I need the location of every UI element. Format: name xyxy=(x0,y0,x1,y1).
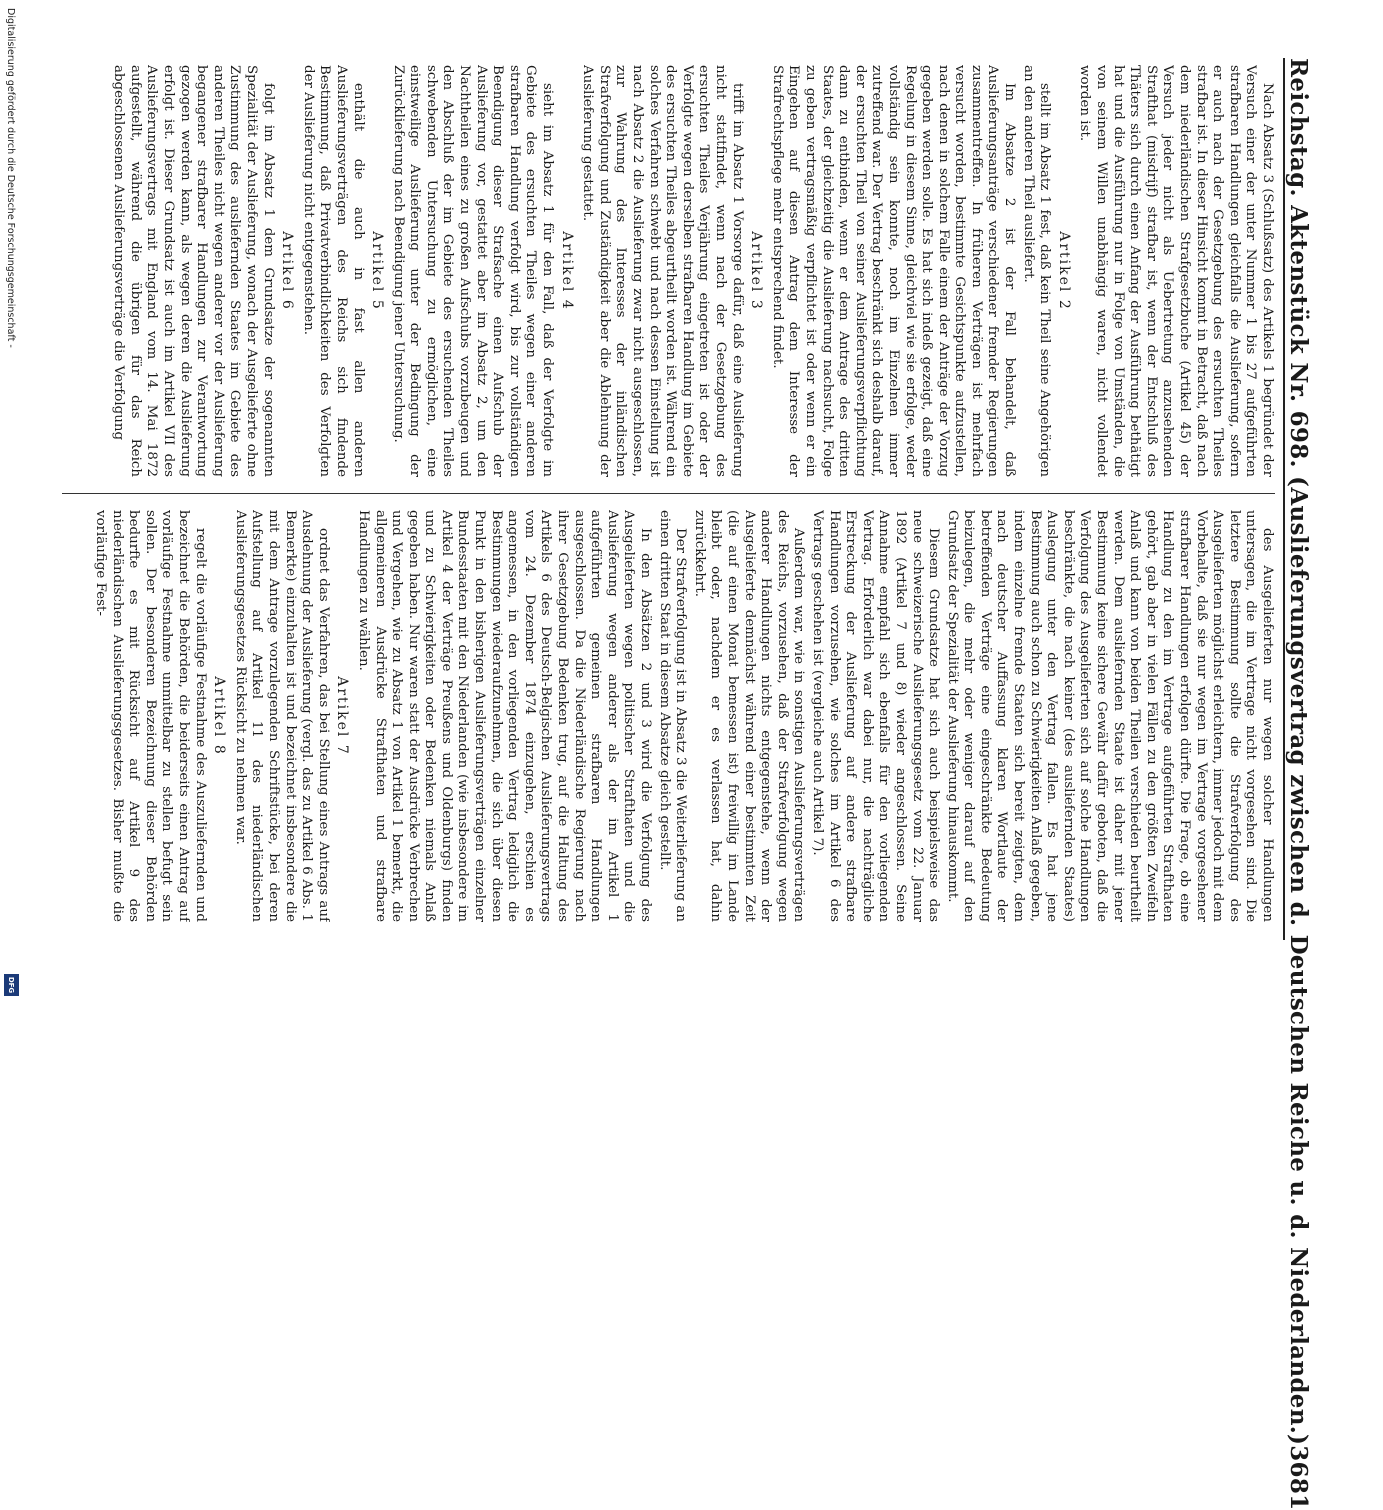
article-heading: Artikel 7 xyxy=(334,676,351,756)
paragraph: Der Strafverfolgung ist in Absatz 3 die Weiterlieferung an einen dritten Staat in diesem Absatze gleich gestellt. xyxy=(656,510,689,922)
paragraph: Nach Absatz 3 (Schlußsatz) des Artikels 1 begründet der Versuch einer der unter Nummer 1 bis 27 aufgeführten strafbaren Handlungen gleichfalls die Auslieferung, sofern er auch nach der Gesetzgebung des ersuchten Theiles strafbar ist. In dieser Hinsicht kommt in Betracht, daß nach dem niederländischen Strafgesetzbuche (Artikel 45) der Versuch jeder nicht als Uebertretung anzusehenden Strafthat (misdrijf) strafbar ist, wenn der Entschluß des Thäters sich durch einen Anfang der Ausführung bethätigt hat und die Ausführung nur in Folge von Umständen, die von seinem Willen unabhängig waren, nicht vollendet worden ist. xyxy=(1077,65,1275,477)
article-heading: Artikel 5 xyxy=(369,231,386,311)
article-heading: Artikel 8 xyxy=(211,676,228,756)
left-column xyxy=(60,65,1275,477)
paragraph: regelt die vorläufige Festnahme des Auszuliefernden und bezeichnet die Behörden, die beiderseits einen Antrag auf vorläufige Festnahme unmittelbar zu stellen befugt sein sollen. Der besonderen Bezeichnung dieser Behörden bedurfte es mit Rücksicht auf Artikel 9 des niederländischen Auslieferungsgesetzes. Bisher mußte die vorläufige Fest- xyxy=(93,510,208,922)
article-heading: Artikel 3 xyxy=(748,231,765,311)
article-heading: Artikel 6 xyxy=(279,231,296,311)
page-header xyxy=(1283,58,1317,1510)
paragraph: Im Absatze 2 ist der Fall behandelt, daß Auslieferungsanträge verschiedener fremder Regierungen zusammentreffen. In früheren Verträgen ist mehrfach versucht worden, bestimmte Gesichtspunkte aufzustellen, nach denen in solchem Falle einem der Anträge der Vorzug gegeben werden solle. Es hat sich indeß gezeigt, daß eine Regelung in diesem Sinne, gleichviel wie sie erfolge, weder vollständig sein konnte, noch im Einzelnen immer zutreffend war. Der Vertrag beschränkt sich deshalb darauf, der ersuchten Theil von seiner Auslieferungsverpflichtung dann zu entbinden, wenn er dem Antrage des dritten Staates, der gleichzeitig die Auslieferung nachsucht, Folge zu geben vertragsmäßig verpflichtet ist oder wenn er ein Eingehen auf diesen Antrag dem Interesse der Strafrechtspflege mehr entsprechend findet. xyxy=(769,65,1018,477)
paragraph: folgt im Absatz 1 dem Grundsatze der sogenannten Spezialität der Auslieferung, wonach der Ausgelieferte ohne Zustimmung des ausliefernden Staates im Gebiete des anderen Theiles nicht wegen anderer vor der Auslieferung begangener strafbarer Handlungen zur Verantwortung gezogen werden kann, als wegen deren die Auslieferung erfolgt ist. Dieser Grundsatz ist auch im Artikel VII des Auslieferungsvertrags mit England vom 14. Mai 1872 aufgestellt, während die übrigen für das Reich abgeschlossenen Auslieferungsverträge die Verfolgung xyxy=(111,65,276,477)
right-column xyxy=(60,510,1275,922)
article-heading: Artikel 2 xyxy=(1055,231,1072,311)
paragraph: Diesem Grundsatze hat sich auch beispielsweise das neue schweizerische Auslieferungsgesetz vom 22. Januar 1892 (Artikel 7 und 8) wieder angeschlossen. Seine Annahme empfahl sich ebenfalls für den vorliegenden Vertrag. Erforderlich war dabei nur, die nachträgliche Erstreckung der Auslieferung auf andere strafbare Handlungen vorzusehen, wie solches im Artikel 6 des Vertrags geschehen ist (vergleiche auch Artikel 7). xyxy=(809,510,942,922)
page-number: 3681 xyxy=(1285,1445,1312,1510)
paragraph: stellt im Absatz 1 fest, daß kein Theil seine Angehörigen an den anderen Theil ausliefert. xyxy=(1020,65,1053,477)
column-divider xyxy=(62,493,1275,494)
paragraph: sieht im Absatz 1 für den Fall, daß der Verfolgte im Gebiete des ersuchten Theiles wegen einer anderen strafbaren Handlung verfolgt wird, bis zur vollständigen Beendigung dieser Strafsache einen Aufschub der Auslieferung vor, gestattet aber im Absatz 2, um den Nachtheilen eines zu großen Aufschubs vorzubeugen und den Abschluß der im Gebiete des ersuchenden Theiles schwebenden Untersuchung zu ermöglichen, eine einstweilige Auslieferung unter der Bedingung der Zurücklieferung nach Beendigung jener Untersuchung. xyxy=(390,65,556,477)
dfg-logo: DFG xyxy=(4,974,19,996)
paragraph: enthält die auch in fast allen anderen Auslieferungsverträgen des Reichs sich findende Bestimmung, daß Privatverbindlichkeiten des Verfolgten der Auslieferung nicht entgegenstehen. xyxy=(300,65,366,477)
article-heading: Artikel 4 xyxy=(558,231,575,311)
paragraph: In den Absätzen 2 und 3 wird die Verfolgung des Ausgelieferten wegen politischer Strafthaten und die Auslieferung wegen anderer als der im Artikel 1 aufgeführten gemeinen strafbaren Handlungen ausgeschlossen. Da die Niederländische Regierung nach ihrer Gesetzgebung Bedenken trug, auf die Haltung des Artikels 6 des Deutsch-Belgischen Auslieferungsvertrags vom 24. Dezember 1874 einzugehen, erschien es angemessen, in den vorliegenden Vertrag lediglich die Bestimmungen wiederaufzunehmen, die sich über diesen Punkt in den bisherigen Auslieferungsverträgen einzelner Bundesstaaten mit den Niederlanden (wie insbesondere im Artikel 4 der Verträge Preußens und Oldenburgs) finden und zu Schwierigkeiten oder Bedenken niemals Anlaß gegeben haben. Nur waren statt der Ausdrücke Verbrechen und Vergehen, wie zu Absatz 1 von Artikel 1 bemerkt, die allgemeineren Ausdrücke Strafthaten und strafbare Handlungen zu wählen. xyxy=(355,510,654,922)
paragraph: ordnet das Verfahren, das bei Stellung eines Antrags auf Ausdehnung der Auslieferung (vergl. das zu Artikel 6 Abs. 1 Bemerkte) einzuhalten ist und bezeichnet insbesondere die mit dem Antrage vorzulegenden Schriftstücke, bei deren Aufstellung auf Artikel 11 des niederländischen Auslieferungsgesetzes Rücksicht zu nehmen war. xyxy=(232,510,331,922)
paragraph: Außerdem war, wie in sonstigen Auslieferungsverträgen des Reichs, vorzusehen, daß der Strafverfolgung wegen anderer Handlungen nichts entgegenstehe, wenn der Ausgelieferte demnächst während einer bestimmten Zeit (die auf einen Monat bemessen ist) freiwillig im Lande bleibt oder, nachdem er es verlassen hat, dahin zurückkehrt. xyxy=(691,510,807,922)
footer xyxy=(0,0,22,1000)
paragraph: des Ausgelieferten nur wegen solcher Handlungen untersagen, die im Vertrage nicht vorgesehen sind. Die letztere Bestimmung sollte die Strafverfolgung des Ausgelieferten möglichst erleichtern, immer jedoch mit dem Vorbehalte, daß sie nur wegen im Vertrage vorgesehener strafbarer Handlungen erfolgen dürfte. Die Frage, ob eine Handlung zu den im Vertrage aufgeführten Strafthaten gehört, gab aber in vielen Fällen zu den größten Zweifeln Anlaß und kann von beiden Theilen verschieden beurtheilt werden. Dem ausliefernden Staate ist daher mit jener Bestimmung keine sichere Gewähr dafür geboten, daß die Verfolgung des Ausgelieferten sich auf solche Handlungen beschränkte, die nach keiner (des ausliefernden Staates) Auslegung unter den Vertrag fallen. Es hat jene Bestimmung auch schon zu Schwierigkeiten Anlaß gegeben, indem einzelne fremde Staaten sich bereit zeigten, dem nach deutscher Auffassung klaren Wortlaute der betreffenden Verträge eine eingeschränkte Bedeutung beizulegen, die mehr oder weniger darauf auf den Grundsatz der Spezialität der Auslieferung hinauskommt. xyxy=(944,510,1275,922)
paragraph: trifft im Absatz 1 Vorsorge dafür, daß eine Auslieferung nicht stattfindet, wenn nach der Gesetzgebung des ersuchten Theiles Verjährung eingetreten ist oder der Verfolgte wegen derselben strafbaren Handlung im Gebiete des ersuchten Theiles abgeurtheilt worden ist. Während ein solches Verfahren schwebt und nach dessen Einstellung ist nach Absatz 2 die Auslieferung zwar nicht ausgeschlossen, zur Wahrung des Interesses der inländischen Strafverfolgung und Zuständigkeit aber die Ablehnung der Auslieferung gestattet. xyxy=(580,65,745,477)
header-title: Reichstag. Aktenstück Nr. 698. (Auslieferungsvertrag zwischen d. Deutschen Reiche u. d. Niederlanden.) xyxy=(1285,58,1312,1446)
footer-text: Digitalisierung gefördert durch die Deutsche Forschungsgemeinschaft - xyxy=(5,8,16,348)
